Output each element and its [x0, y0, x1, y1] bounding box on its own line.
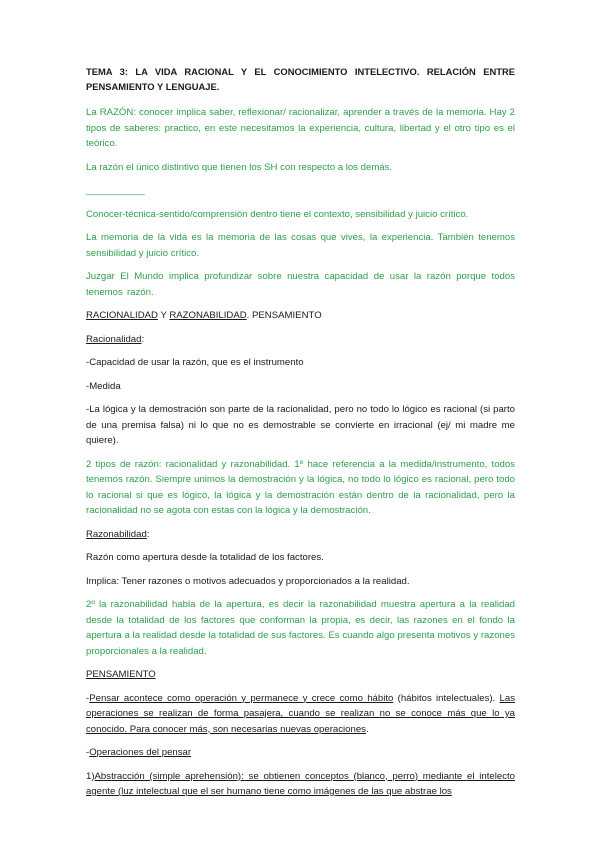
paragraph-tipos-razon: 2 tipos de razón: racionalidad y razonabilidad. 1º hace referencia a la medida/instrumento, todos tenemos razón. Siempre unimos la demostración y la lógica, no todo lo lógico es racional, pero todo lo racional si que es lógico, la lógica y la demostración están dentro de la racionalidad, pero la racionalidad no se agota con estas con la lógica y la demostración.: [86, 458, 515, 516]
section-heading-racionalidad: [86, 308, 515, 324]
racionalidad-item-capacidad: -Capacidad de usar la razón, que es el instrumento: [86, 357, 304, 368]
paragraph-abstraccion: 1)Abstracción (simple aprehensión): se obtienen conceptos (blanco, perro) mediante el intelecto agente (luz intelectual que el ser humano tiene como imágenes de las que abstrae los: [86, 770, 515, 797]
paragraph-pensar: -Pensar acontece como operación y permanece y crece como hábito (hábitos intelectuales). Las operaciones se realizan de forma pasajera, cuando se realizan no se conoce más que lo ya conocido. Para conocer más, son necesarias nuevas operaciones.: [86, 692, 515, 735]
paragraph-memoria: La memoria de la vida es la memoria de las cosas que vives, la experiencia. También tenemos sensibilidad y juicio crítico.: [86, 232, 515, 259]
paragraph-razon-intro: La RAZÓN: conocer implica saber, reflexionar/ racionalizar, aprender a través de la memoria. Hay 2 tipos de saberes: practico, en este necesitamos la experiencia, cultura, libertad y el otro tipo es el teórico.: [86, 107, 515, 149]
heading-razonabilidad: RAZONABILIDAD: [169, 310, 247, 321]
paragraph-razonabilidad-apertura: 2º la razonabilidad habla de la apertura, es decir la razonabilidad muestra apertura a la realidad desde la totalidad de los factores que conforman la propia, es decir, las razones en el fondo la apertura a la realidad desde la totalidad de sus factores. Es cuando algo presenta motivos y razones proporcionales a la realidad.: [86, 599, 515, 657]
heading-pensamiento-section: PENSAMIENTO: [86, 669, 156, 680]
label-racionalidad: Racionalidad:: [86, 333, 145, 345]
racionalidad-item-medida: -Medida: [86, 380, 121, 392]
label-razonabilidad: Razonabilidad:: [86, 528, 150, 540]
heading-operaciones: -Operaciones del pensar: [86, 747, 192, 758]
heading-y: Y: [157, 310, 170, 321]
razonabilidad-item-implica: Implica: Tener razones o motivos adecuados y proporcionados a la realidad.: [86, 575, 410, 587]
paragraph-razon-distintivo: La razón el único distintivo que tienen los SH con respecto a los demás.: [86, 161, 393, 173]
heading-racionalidad: RACIONALIDAD: [86, 310, 158, 321]
separator-line: ___________: [86, 185, 145, 196]
heading-pensamiento: . PENSAMIENTO: [246, 310, 322, 321]
racionalidad-item-logica: -La lógica y la demostración son parte de la racionalidad, pero no todo lo lógico es racional (si parto de una premisa falsa) ni lo que no es demostrable se convierte en irracional (ej/ mi madre me quiere).: [86, 404, 515, 446]
paragraph-juzgar: Juzgar El Mundo implica profundizar sobre nuestra capacidad de usar la razón porque todos tenemos razón.: [86, 271, 515, 298]
paragraph-conocer: Conocer-técnica-sentido/comprensión dentro tiene el contexto, sensibilidad y juicio crítico.: [86, 208, 469, 220]
document-title: TEMA 3: LA VIDA RACIONAL Y EL CONOCIMIENTO INTELECTIVO. RELACIÓN ENTRE PENSAMIENTO Y LENGUAJE.: [86, 66, 515, 92]
razonabilidad-item-apertura: Razón como apertura desde la totalidad de los factores.: [86, 552, 324, 563]
